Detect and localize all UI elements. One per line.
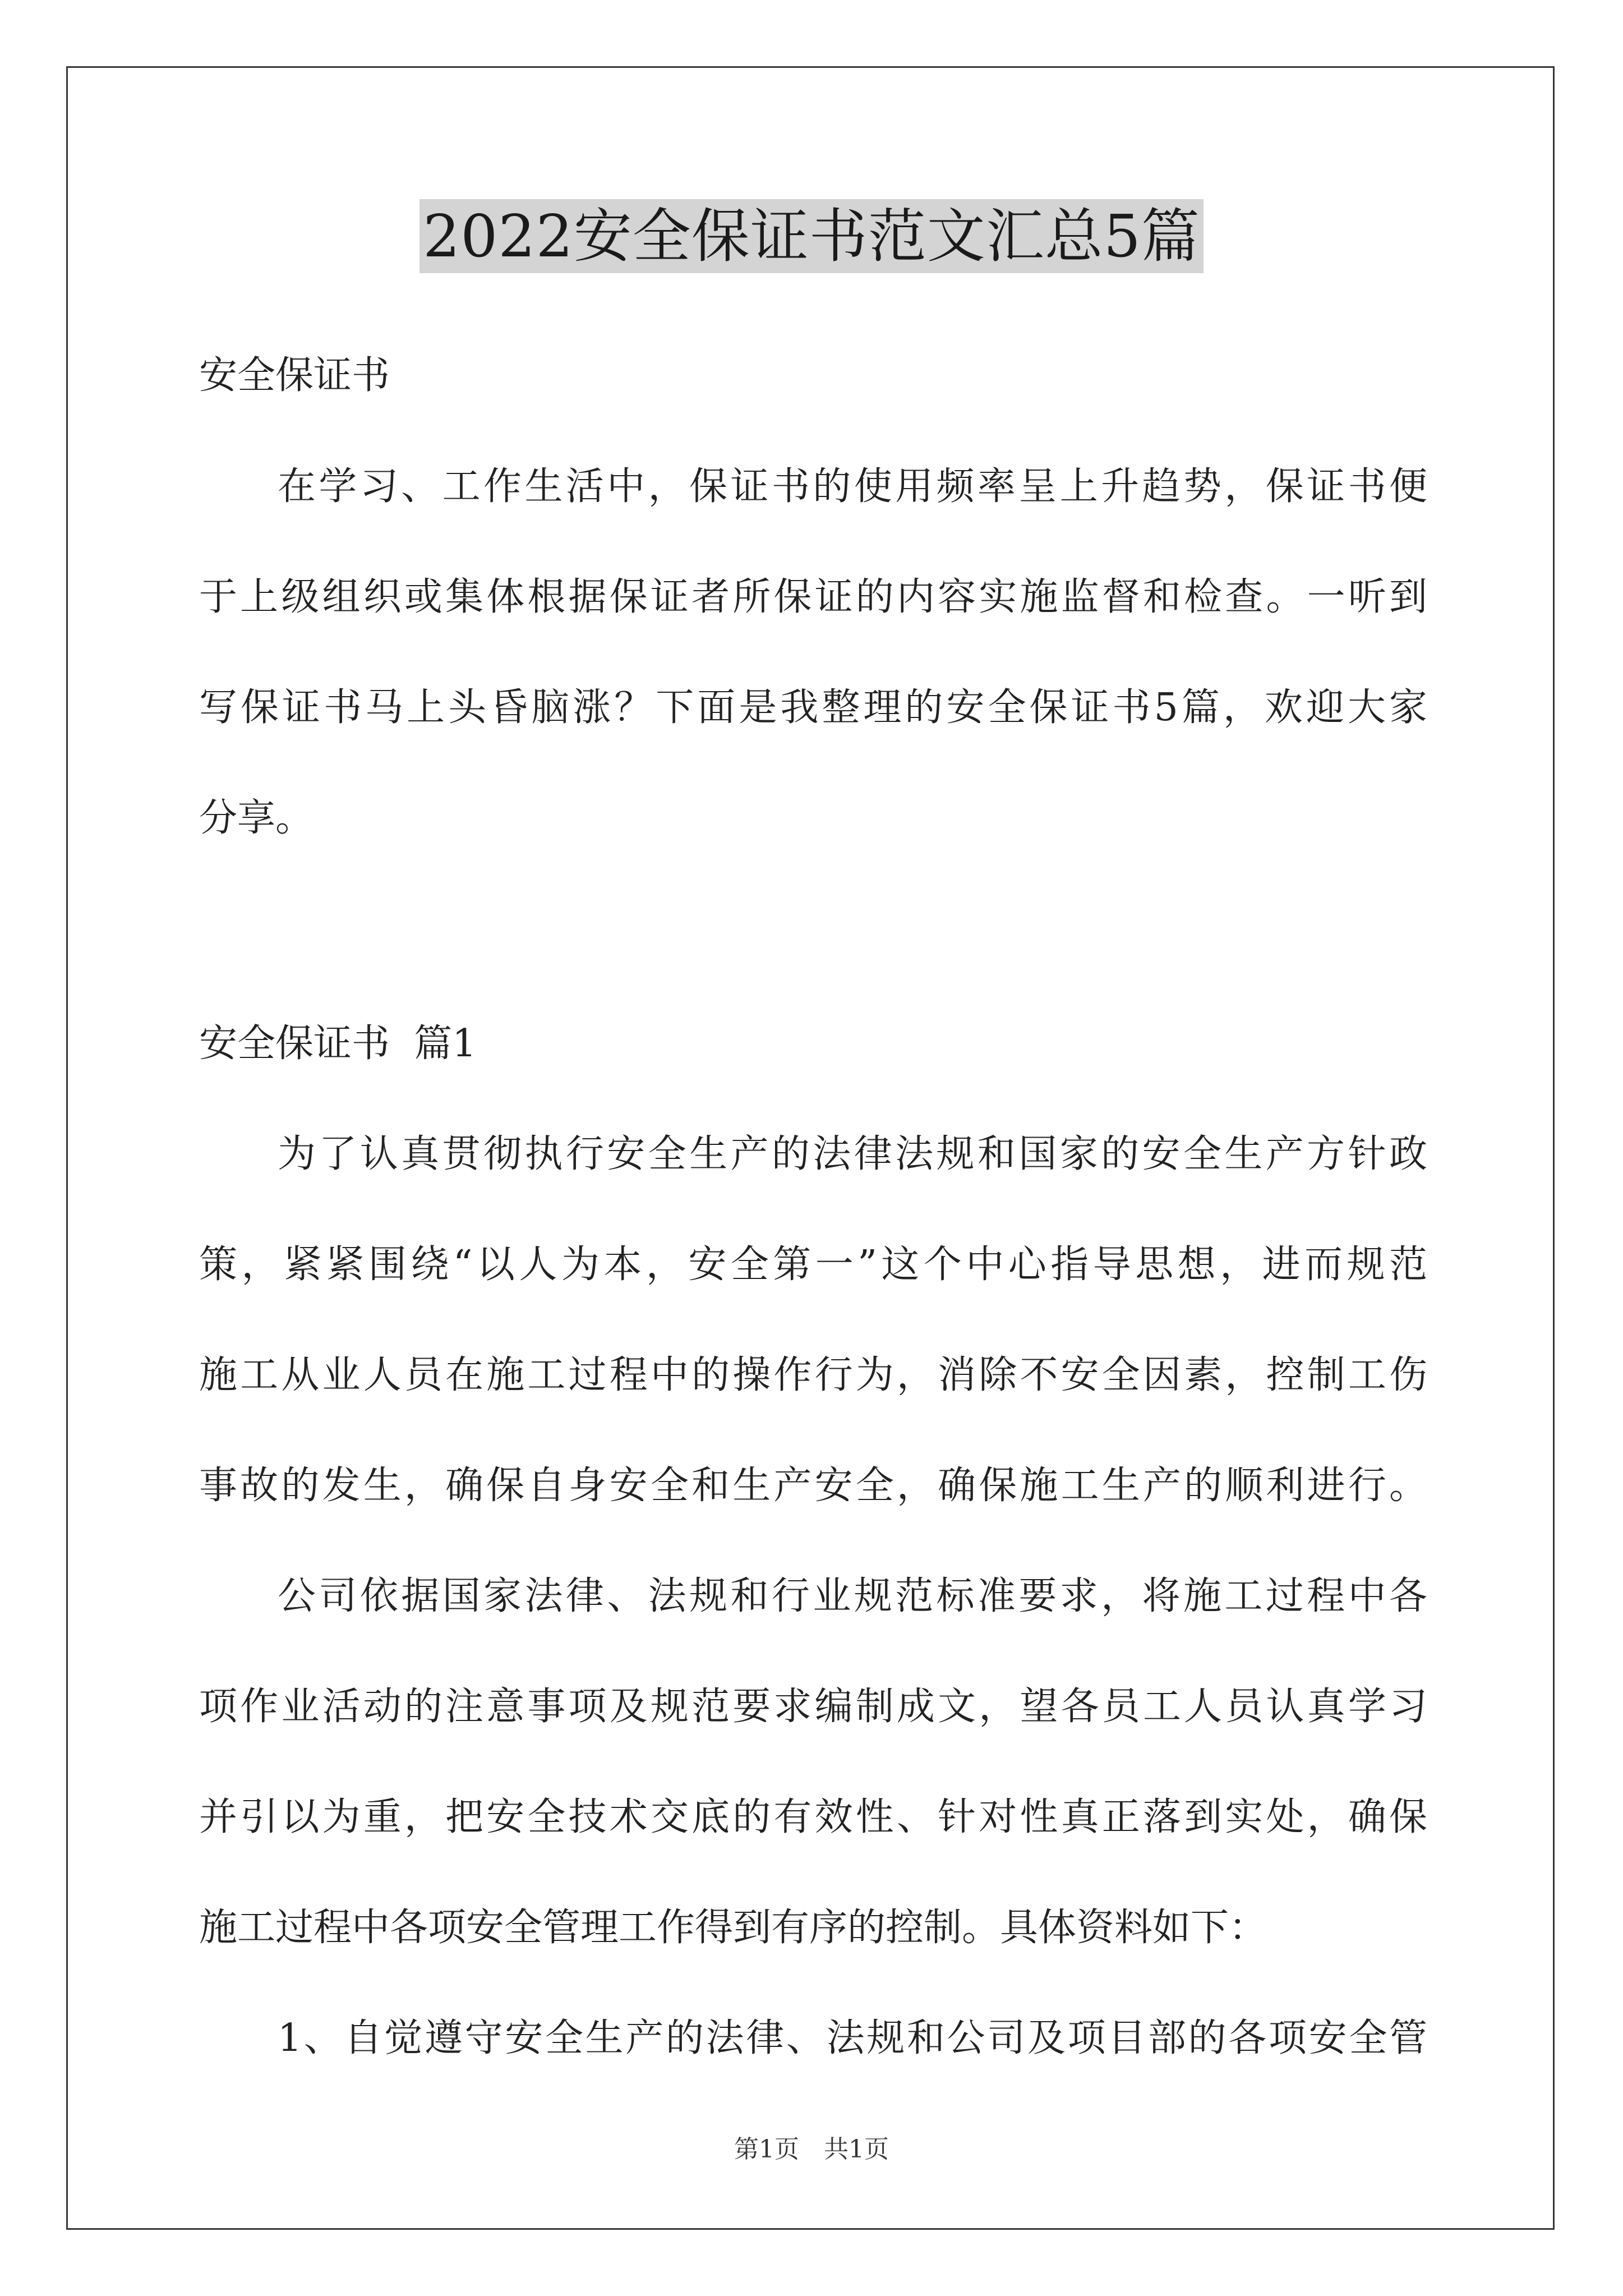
intro-line: 分享。 [199, 796, 314, 840]
section1-p1-line: 施工从业人员在施工过程中的操作行为，消除不安全因素，控制工伤 [199, 1353, 1427, 1397]
section1-item1-line: 1、自觉遵守安全生产的法律、法规和公司及项目部的各项安全管 [278, 2016, 1427, 2060]
page-footer: 第1页 共1页 [734, 2135, 889, 2164]
title-container [0, 199, 1623, 273]
section1-p1-line: 为了认真贯彻执行安全生产的法律法规和国家的安全生产方针政 [278, 1132, 1427, 1176]
section1-p1-line: 事故的发生，确保自身安全和生产安全，确保施工生产的顺利进行。 [199, 1464, 1427, 1508]
section1-p2-line: 公司依据国家法律、法规和行业规范标准要求，将施工过程中各 [278, 1574, 1427, 1618]
section1-p1-line: 策，紧紧围绕“以人为本，安全第一”这个中心指导思想，进而规范 [199, 1243, 1427, 1287]
section1-p2-line: 施工过程中各项安全管理工作得到有序的控制。具体资料如下： [199, 1906, 1267, 1950]
section1-p2-line: 并引以为重，把安全技术交底的有效性、针对性真正落到实处，确保 [199, 1795, 1427, 1839]
intro-line: 在学习、工作生活中，保证书的使用频率呈上升趋势，保证书便 [278, 464, 1427, 509]
document-title: 2022安全保证书范文汇总5篇 [419, 199, 1204, 273]
intro-heading: 安全保证书 [199, 353, 390, 398]
intro-line: 于上级组织或集体根据保证者所保证的内容实施监督和检查。一听到 [199, 575, 1427, 619]
section1-p2-line: 项作业活动的注意事项及规范要求编制成文，望各员工人员认真学习 [199, 1685, 1427, 1729]
section1-heading: 安全保证书 篇1 [199, 1022, 477, 1066]
intro-line: 写保证书马上头昏脑涨？下面是我整理的安全保证书5篇，欢迎大家 [199, 685, 1427, 730]
